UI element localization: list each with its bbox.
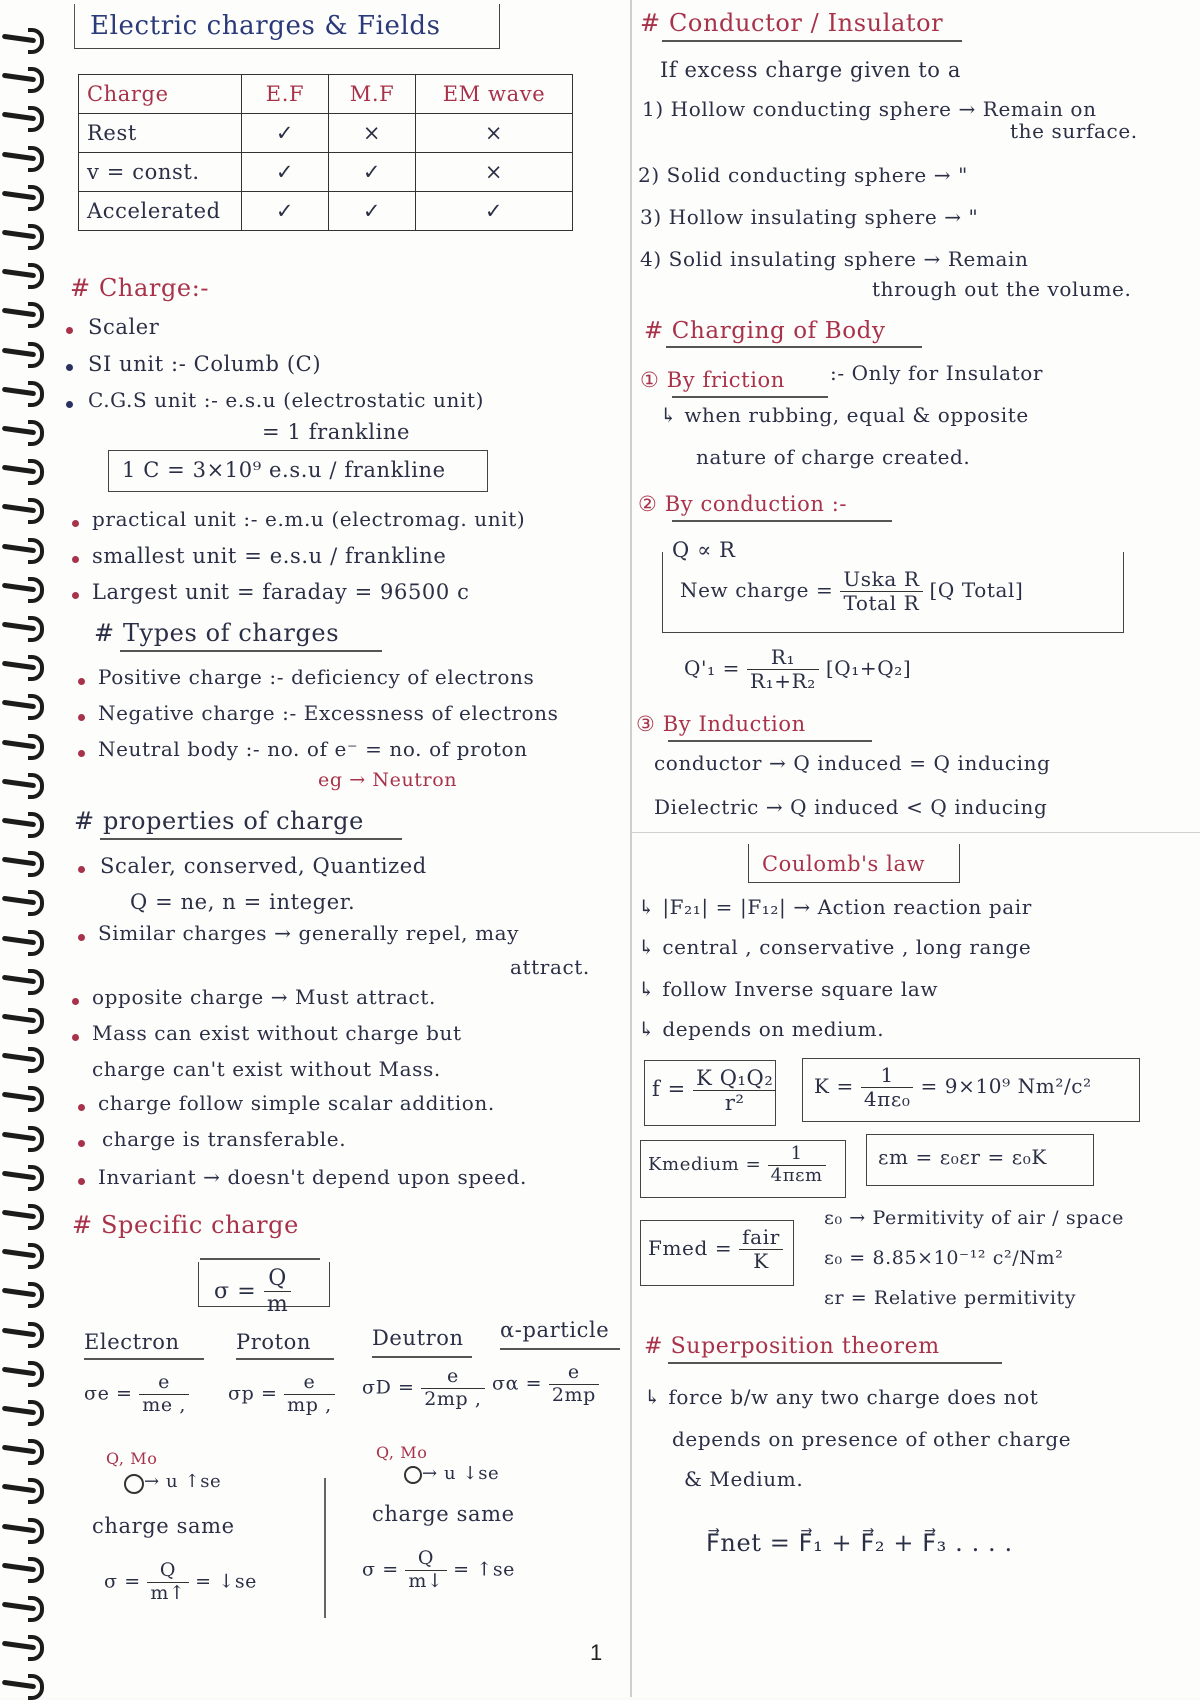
charge-heading: # Charge:- [70,274,210,302]
fraction-den: m [266,1292,289,1318]
table-cell: Rest [79,114,242,153]
coulomb-heading: Coulomb's law [762,852,926,876]
table-cell: × [416,153,573,192]
spiral-ring [2,930,48,952]
particle-name: Proton [236,1330,312,1354]
types-note: eg → Neutron [318,769,458,791]
fmed-formula [648,1226,783,1273]
heading-underline [120,650,382,652]
friction-rest: :- Only for Insulator [830,361,1044,385]
properties-item: Q = ne, n = integer. [130,890,356,914]
charge-item: Largest unit = faraday = 96500 c [92,580,470,604]
conductor-intro: If excess charge given to a [660,58,961,82]
k-formula [814,1064,1092,1111]
formula-lhs: New charge = [680,578,834,602]
spiral-ring [2,146,48,168]
spiral-ring [2,1047,48,1069]
fraction-den: 2mp , [424,1387,482,1410]
proportion: Q ∝ R [672,538,736,562]
case-result: = ↑se [453,1558,516,1581]
bullet [66,401,73,408]
fraction [768,1144,826,1186]
charge-item: = 1 frankline [262,420,411,444]
fraction-den: 4πεm [770,1164,823,1186]
formula-rhs: = 9×10⁹ Nm²/c² [920,1074,1092,1098]
bullet [78,1178,85,1185]
fraction [693,1066,776,1115]
table-header-cell: M.F [329,75,416,114]
case-text: charge same [372,1502,515,1526]
coulomb-point: ↳ |F₂₁| = |F₁₂| → Action reaction pair [638,895,1032,919]
eps-note: εr = Relative permitivity [824,1287,1077,1309]
spiral-ring [2,1557,48,1579]
table-cell: ✓ [242,114,329,153]
properties-item: attract. [510,955,590,979]
table-header-cell: E.F [242,75,329,114]
formula-rhs: [Q Total] [929,578,1024,602]
table-row [79,114,573,153]
q1-formula [684,646,911,693]
spiral-ring [2,1086,48,1108]
spiral-ring [2,694,48,716]
spiral-ring [2,498,48,520]
spiral-ring [2,459,48,481]
fraction-den: Total R [843,591,920,615]
fraction-num: Q [147,1560,188,1583]
fraction-den: m↑ [150,1581,186,1604]
fraction [747,646,819,693]
fraction-num: e [284,1372,335,1395]
spiral-ring [2,1478,48,1500]
properties-item: charge can't exist without Mass. [92,1057,441,1081]
heading-underline [662,40,962,42]
spiral-ring [2,224,48,246]
fraction-num: e [139,1372,189,1395]
spiral-ring [2,185,48,207]
table-cell: ✓ [329,192,416,231]
spiral-ring [2,342,48,364]
table-cell: × [416,114,573,153]
superposition-line: depends on presence of other charge [672,1427,1072,1451]
heading-underline [100,838,402,840]
spiral-ring [2,1243,48,1265]
coulomb-point: ↳ follow Inverse square law [638,977,939,1001]
bullet [78,678,85,685]
spiral-ring [2,1518,48,1540]
section-rule [632,832,1200,833]
friction-note: nature of charge created. [696,445,971,469]
charge-item: smallest unit = e.s.u / frankline [92,544,447,568]
bullet [72,520,79,527]
heading-underline [500,1348,620,1350]
fraction-num: Uska R [840,568,922,592]
formula-lhs: f = [652,1077,686,1102]
spiral-ring [2,734,48,756]
fraction-num: e [549,1362,599,1385]
conductor-heading: # Conductor / Insulator [640,9,944,37]
fraction-den: 2mp [551,1383,596,1406]
fraction-den: K [753,1249,769,1273]
formula-lhs: Fmed = [648,1236,733,1260]
heading-underline [236,1358,334,1360]
spiral-ring [2,890,48,912]
formula-lhs: σp = [228,1382,278,1405]
friction-note: ↳ when rubbing, equal & opposite [660,403,1029,427]
charge-item: SI unit :- Columb (C) [88,352,322,376]
formula-rhs: [Q₁+Q₂] [825,656,912,680]
spiral-ring [2,1361,48,1383]
properties-item: Similar charges → generally repel, may [98,921,520,945]
fraction-num: 1 [861,1064,914,1088]
properties-heading: # properties of charge [74,807,364,835]
spiral-ring [2,1008,48,1030]
fraction [284,1372,335,1417]
formula-lhs: σe = [84,1382,133,1405]
fraction-num: Q [405,1548,446,1571]
eps-note: ε₀ → Permitivity of air / space [824,1207,1124,1229]
fraction [421,1366,484,1411]
heading-underline [372,1356,472,1358]
charging-heading: # Charging of Body [644,318,886,344]
spiral-ring [2,1635,48,1657]
types-item: Positive charge :- deficiency of electrons [98,665,535,689]
properties-item: Scaler, conserved, Quantized [100,854,427,878]
formula-lhs: σD = [362,1376,415,1399]
fraction [739,1226,783,1273]
table-cell: ✓ [329,153,416,192]
spiral-ring [2,969,48,991]
case-arrow: → u ↓se [422,1463,500,1484]
superposition-line: & Medium. [684,1467,804,1491]
bullet [72,998,79,1005]
properties-item: charge is transferable. [102,1127,347,1151]
fraction [861,1064,914,1111]
fraction-den: r² [724,1091,745,1116]
fraction-num: K Q₁Q₂ [693,1066,776,1091]
superposition-line: ↳ force b/w any two charge does not [644,1385,1039,1409]
superposition-heading: # Superposition theorem [644,1334,940,1359]
superposition-formula: F⃗net = F⃗₁ + F⃗₂ + F⃗₃ . . . . [706,1529,1013,1557]
em-formula: εm = ε₀εr = ε₀K [878,1145,1047,1169]
spiral-ring [2,655,48,677]
spiral-ring [2,1400,48,1422]
induction-line: Dielectric → Q induced < Q inducing [654,795,1048,819]
fraction-den: m↓ [408,1569,444,1592]
fraction-den: R₁+R₂ [750,669,816,693]
friction-title: ① By friction [640,368,785,392]
bullet [66,327,73,334]
bullet [78,1140,85,1147]
particle-formula [228,1372,335,1417]
heading-underline [672,396,828,398]
table-header-row [79,75,573,114]
page-title: Electric charges & Fields [90,11,441,41]
coulomb-point: ↳ depends on medium. [638,1017,885,1041]
boxed-formula: 1 C = 3×10⁹ e.s.u / frankline [122,458,446,482]
particle-circle-icon [404,1466,422,1484]
heading-underline [200,1258,320,1260]
fraction [147,1560,188,1605]
properties-item: Mass can exist without charge but [92,1021,462,1045]
properties-item: Invariant → doesn't depend upon speed. [98,1165,527,1189]
particle-name: Deutron [372,1326,464,1350]
bullet [78,714,85,721]
types-item: Neutral body :- no. of e⁻ = no. of proton [98,737,528,761]
conductor-item: 3) Hollow insulating sphere → " [640,205,979,229]
spiral-ring [2,577,48,599]
fraction [405,1548,446,1593]
new-charge-formula [680,568,1023,615]
charge-item: C.G.S unit :- e.s.u (electrostatic unit) [88,388,485,412]
charge-item: Scaler [88,315,160,339]
spiral-ring [2,381,48,403]
bullet [72,592,79,599]
table-row [79,153,573,192]
properties-item: charge follow simple scalar addition. [98,1091,495,1115]
spiral-ring [2,1596,48,1618]
spiral-ring [2,28,48,50]
induction-title: ③ By Induction [636,712,806,736]
table-cell: ✓ [242,153,329,192]
heading-underline [84,1358,204,1360]
formula-lhs: σ = [104,1570,141,1593]
eps-note: ε₀ = 8.85×10⁻¹² c²/Nm² [824,1247,1064,1269]
bullet [78,750,85,757]
conductor-item: 2) Solid conducting sphere → " [638,163,968,187]
conductor-item: 1) Hollow conducting sphere → Remain on [642,97,1097,121]
case-label: Q, Mo [106,1449,158,1468]
coulomb-point: ↳ central , conservative , long range [638,935,1032,959]
bullet [72,556,79,563]
types-item: Negative charge :- Excessness of electrons [98,701,559,725]
bullet [78,1104,85,1111]
conductor-item: 4) Solid insulating sphere → Remain [640,247,1029,271]
spiral-binding [0,0,60,1697]
particle-formula [492,1362,599,1407]
case-formula [104,1560,257,1605]
spiral-ring [2,1204,48,1226]
spiral-ring [2,1322,48,1344]
formula-lhs: σα = [492,1372,543,1395]
table-header-cell: EM wave [416,75,573,114]
conductor-item: through out the volume. [872,277,1132,301]
fraction [264,1266,291,1318]
conductor-item: the surface. [1010,119,1138,143]
fraction-den: 4πε₀ [863,1087,911,1111]
formula-lhs: σ = [214,1278,257,1304]
induction-line: conductor → Q induced = Q inducing [654,751,1051,775]
specific-heading: # Specific charge [72,1211,299,1239]
heading-underline [672,520,892,522]
formula-lhs: σ = [362,1558,399,1581]
case-result: = ↓se [195,1570,258,1593]
field-table [78,74,573,231]
specific-formula [214,1266,291,1318]
fraction-num: R₁ [747,646,819,670]
fraction [549,1362,599,1407]
spiral-ring [2,420,48,442]
bullet [78,934,85,941]
spiral-ring [2,1674,48,1696]
particle-formula [84,1372,189,1417]
spiral-ring [2,1126,48,1148]
bullet [66,364,73,371]
table-cell: ✓ [242,192,329,231]
charge-item: practical unit :- e.m.u (electromag. unit) [92,507,526,531]
case-arrow: → u ↑se [144,1471,222,1492]
fraction-den: mp , [287,1393,332,1416]
formula-lhs: Kmedium = [648,1154,762,1176]
spiral-ring [2,1165,48,1187]
spiral-ring [2,851,48,873]
spiral-ring [2,302,48,324]
table-header-cell: Charge [79,75,242,114]
page-number: 1 [590,1640,603,1665]
particle-circle-icon [124,1474,144,1494]
fraction [840,568,922,615]
heading-underline [668,740,872,742]
fraction-num: e [421,1366,484,1389]
bullet [72,1034,79,1041]
spiral-ring [2,538,48,560]
kmedium-formula [648,1144,826,1186]
heading-underline [668,1362,1002,1364]
heading-underline [666,346,922,348]
spiral-ring [2,106,48,128]
formula-lhs: K = [814,1074,854,1098]
spiral-ring [2,263,48,285]
table-cell: v = const. [79,153,242,192]
table-row [79,192,573,231]
types-heading: # Types of charges [94,619,340,647]
fraction-num: Q [264,1266,291,1292]
case-formula [362,1548,515,1593]
force-formula [652,1066,776,1115]
table-cell: ✓ [416,192,573,231]
particle-formula [362,1366,485,1411]
properties-item: opposite charge → Must attract. [92,985,436,1009]
table-cell: × [329,114,416,153]
fraction [139,1372,189,1417]
spiral-ring [2,812,48,834]
spiral-ring [2,616,48,638]
spiral-ring [2,67,48,89]
particle-name: Electron [84,1330,180,1354]
column-divider [630,0,632,1697]
case-divider [324,1478,326,1618]
table-cell: Accelerated [79,192,242,231]
case-text: charge same [92,1514,235,1538]
fraction-num: 1 [768,1144,826,1166]
particle-name: α-particle [500,1318,610,1342]
fraction-num: fair [739,1226,783,1250]
formula-lhs: Q'₁ = [684,656,741,680]
case-label: Q, Mo [376,1443,428,1462]
spiral-ring [2,1439,48,1461]
bullet [78,866,85,873]
spiral-ring [2,1282,48,1304]
fraction-den: me , [142,1393,186,1416]
conduction-title: ② By conduction :- [638,492,848,516]
spiral-ring [2,773,48,795]
